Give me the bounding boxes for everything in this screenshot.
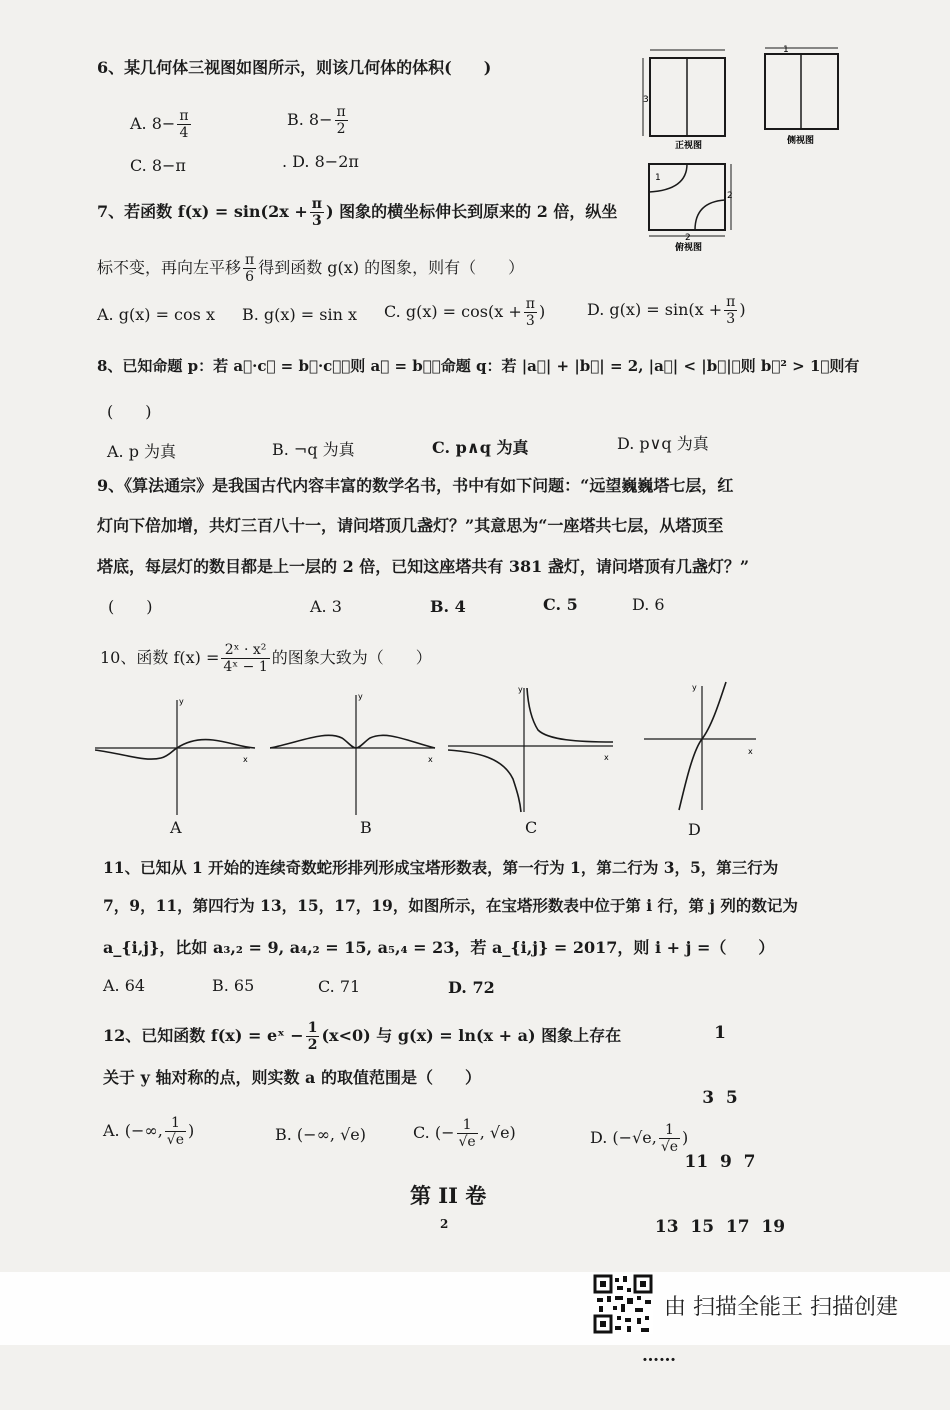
q12-stem-line2: 关于 y 轴对称的点，则实数 a 的取值范围是（ ） — [103, 1068, 481, 1087]
three-view-figure — [635, 40, 850, 255]
side-view — [765, 45, 838, 146]
section-title: 第 II 卷 — [410, 1183, 487, 1208]
q9-line3: 塔底，每层灯的数目都是上一层的 2 倍，已知这座塔共有 381 盏灯，请问塔顶有几盏灯？” — [97, 557, 750, 576]
q8-stem: 8、已知命题 p：若 a⃗·c⃗ = b⃗·c⃗，则 a⃗ = b⃗，命题 q：若 |a⃗| + |b⃗| = 2, |a⃗| < |b⃗|，则 b⃗² > 1，则有 — [97, 357, 860, 375]
graph-b-label: B — [360, 818, 372, 837]
q12-option-c: C. (− $\frac{1}{√e}$ , √e) — [413, 1117, 516, 1150]
q6-option-c: C. 8−π — [130, 156, 186, 175]
side-view-label: 侧视图 — [787, 136, 815, 146]
graph-b — [270, 690, 440, 820]
graph-c-x-label: x — [604, 753, 609, 762]
q6-stem: 6、某几何体三视图如图所示，则该几何体的体积( ) — [97, 58, 492, 77]
q11-option-b: B. 65 — [212, 976, 255, 995]
q7-option-d: D. g(x) = sin(x + $\frac{\pi}{3}$ ) — [587, 294, 746, 327]
q7-stem: 7、若函数 f(x) = sin(2x + $\frac{\pi}{3}$ ) 图象的横坐标伸长到原来的 2 倍，纵坐 — [97, 196, 618, 229]
top-view-label: 俯视图 — [675, 243, 703, 253]
q8-option-b: B. ¬q 为真 — [272, 440, 355, 459]
q12-stem: 12、已知函数 f(x) = eˣ − $\frac{1}{2}$ (x<0) 与 g(x) = ln(x + a) 图象上存在 — [103, 1020, 622, 1053]
q11-option-a: A. 64 — [103, 976, 146, 995]
pyramid-table — [620, 980, 820, 1410]
pyramid-row: 13 15 17 19 — [654, 1216, 786, 1237]
q9-option-b: B. 4 — [430, 597, 466, 616]
graph-c-label: C — [525, 818, 538, 837]
graph-a-label: A — [170, 818, 182, 837]
q11-option-d: D. 72 — [448, 978, 495, 997]
graph-a-x-label: x — [243, 755, 248, 764]
top-width-label: 2 — [685, 233, 691, 243]
q11-line1: 11、已知从 1 开始的连续奇数蛇形排列形成宝塔形数表，第一行为 1，第二行为 3，5，第三行为 — [103, 858, 779, 877]
top-view — [649, 164, 733, 253]
q7-option-b: B. g(x) = sin x — [242, 305, 357, 324]
q9-option-a: A. 3 — [310, 597, 342, 616]
graph-a — [95, 690, 260, 820]
footer-text: 由 扫描全能王 扫描创建 — [664, 1295, 898, 1320]
q9-option-c: C. 5 — [543, 595, 578, 614]
page-number: 2 — [440, 1217, 449, 1231]
q8-option-c: C. p∧q 为真 — [432, 438, 529, 457]
q10-stem: 10、函数 f(x) = $\frac{\text{2ˣ · x²}}{\text{4ˣ − 1}}$ 的图象大致为（ ） — [100, 642, 432, 675]
q12-option-b: B. (−∞, √e) — [275, 1125, 366, 1144]
q6-option-a: A. 8− $\frac{\pi}{4}$ — [130, 108, 189, 141]
q11-line2: 7，9，11，第四行为 13，15，17，19，如图所示，在宝塔形数表中位于第 i 行，第 j 列的数记为 — [103, 896, 798, 915]
graph-c — [448, 684, 618, 814]
top-dim-label: 1 — [655, 173, 661, 183]
side-dim-label: 1 — [783, 45, 789, 55]
q7-stem-line2: 标不变，再向左平移 $\frac{\pi}{6}$ 得到函数 g(x) 的图象，则有（ ） — [97, 252, 525, 285]
top-height-label: 2 — [727, 191, 733, 201]
pyramid-ellipsis: …… — [642, 1345, 676, 1366]
qr-code-icon — [593, 1274, 653, 1334]
q6-option-d: . D. 8−2π — [282, 152, 359, 171]
q8-option-a: A. p 为真 — [107, 442, 177, 461]
q9-line2: 灯向下倍加增，共灯三百八十一，请问塔顶几盏灯？”其意思为“一座塔共七层，从塔顶至 — [97, 516, 724, 535]
q8-option-d: D. p∨q 为真 — [617, 434, 709, 453]
q6-option-b: B. 8− $\frac{\pi}{2}$ — [287, 104, 346, 137]
graph-d-x-label: x — [748, 747, 753, 756]
q8-paren: ( ) — [107, 402, 152, 421]
graph-b-x-label: x — [428, 755, 433, 764]
pyramid-row: 11 9 7 — [684, 1152, 756, 1172]
graph-b-y-label: y — [358, 692, 363, 701]
q11-line3: a_{i,j}，比如 a₃,₂ = 9, a₄,₂ = 15, a₅,₄ = 23，若 a_{i,j} = 2017，则 i + j =（ ） — [103, 938, 775, 957]
front-dim-label: 3 — [643, 95, 649, 105]
graph-d-label: D — [688, 820, 701, 839]
q9-paren: ( ) — [108, 597, 153, 616]
q12-option-d: D. (−√e, $\frac{1}{√e}$ ) — [590, 1122, 689, 1155]
graph-d-y-label: y — [692, 683, 697, 692]
graph-c-y-label: y — [518, 685, 523, 694]
q9-line1: 9、《算法通宗》是我国古代内容丰富的数学名书，书中有如下问题：“远望巍巍塔七层，红 — [97, 476, 734, 495]
q7-option-c: C. g(x) = cos(x + $\frac{\pi}{3}$ ) — [384, 296, 546, 329]
graph-d — [644, 680, 759, 815]
graph-a-y-label: y — [179, 697, 184, 706]
q11-option-c: C. 71 — [318, 977, 361, 996]
pyramid-row: 3 5 — [702, 1087, 738, 1108]
q9-option-d: D. 6 — [632, 595, 665, 614]
pyramid-row: 1 — [714, 1023, 726, 1043]
q7-option-a: A. g(x) = cos x — [97, 305, 215, 324]
front-view-label: 正视图 — [675, 141, 703, 151]
q12-option-a: A. (−∞, $\frac{1}{√e}$ ) — [103, 1115, 195, 1148]
front-view — [643, 50, 725, 151]
